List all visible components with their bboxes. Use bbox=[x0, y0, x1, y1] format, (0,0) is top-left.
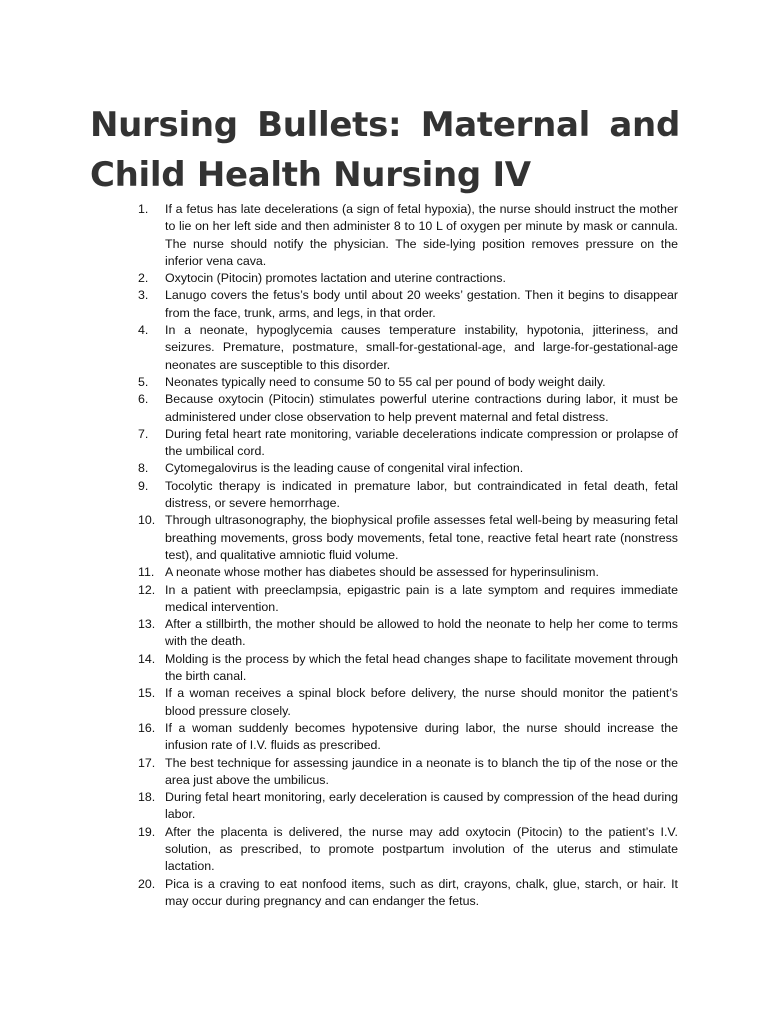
bullet-number: 9. bbox=[138, 478, 149, 493]
bullet-number: 6. bbox=[138, 392, 149, 407]
list-item bbox=[138, 201, 678, 270]
list-item bbox=[138, 720, 678, 755]
bullet-number: 10. bbox=[138, 513, 156, 528]
bullet-number: 5. bbox=[138, 374, 149, 389]
list-item bbox=[138, 824, 678, 876]
list-item bbox=[138, 478, 678, 513]
bullet-number: 17. bbox=[138, 755, 156, 770]
list-item bbox=[138, 564, 678, 581]
bullet-number: 15. bbox=[138, 686, 156, 701]
list-item bbox=[138, 755, 678, 790]
page-title: Nursing Bullets: Maternal and Child Health Nursing IV bbox=[90, 105, 680, 195]
list-item bbox=[138, 512, 678, 564]
list-item bbox=[138, 651, 678, 686]
bullet-text: During fetal heart rate monitoring, variable decelerations indicate compression or prolapse of the umbilical cord. bbox=[165, 426, 678, 459]
bullet-text: Pica is a craving to eat nonfood items, such as dirt, crayons, chalk, glue, starch, or hair. It may occur during pregnancy and can endanger the fetus. bbox=[165, 876, 678, 908]
list-item bbox=[138, 616, 678, 651]
bullet-text: Tocolytic therapy is indicated in premature labor, but contraindicated in fetal death, fetal distress, or severe hemorrhage. bbox=[165, 478, 678, 511]
bullet-number: 2. bbox=[138, 271, 149, 286]
bullet-text: After the placenta is delivered, the nurse may add oxytocin (Pitocin) to the patient’s I.V. solution, as prescribed, to promote postpartum involution of the uterus and stimulate lactation. bbox=[165, 824, 678, 874]
bullet-number: 1. bbox=[138, 202, 149, 216]
bullet-text: Molding is the process by which the fetal head changes shape to facilitate movement through the birth canal. bbox=[165, 651, 678, 684]
list-item bbox=[138, 391, 678, 426]
list-item bbox=[138, 460, 678, 477]
bullet-text: The best technique for assessing jaundice in a neonate is to blanch the tip of the nose or the area just above the umbilicus. bbox=[165, 755, 678, 787]
bullet-text: Oxytocin (Pitocin) promotes lactation and uterine contractions. bbox=[165, 271, 506, 286]
list-item bbox=[138, 582, 678, 617]
bullet-number: 19. bbox=[138, 824, 156, 839]
list-item bbox=[138, 374, 678, 391]
bullet-text: In a neonate, hypoglycemia causes temperature instability, hypotonia, jitteriness, and seizures. Premature, postmature, small-for-gestational-age, and large-for-gestational-age neonates are susceptible to this disorder. bbox=[165, 323, 678, 372]
bullet-number: 12. bbox=[138, 582, 156, 597]
bullet-text: Cytomegalovirus is the leading cause of congenital viral infection. bbox=[165, 461, 524, 476]
list-item bbox=[138, 685, 678, 720]
list-item bbox=[138, 287, 678, 322]
bullet-text: If a woman receives a spinal block before delivery, the nurse should monitor the patient’s blood pressure closely. bbox=[165, 686, 678, 718]
bullet-number: 16. bbox=[138, 720, 156, 735]
bullet-number: 13. bbox=[138, 617, 156, 632]
bullet-text: During fetal heart monitoring, early deceleration is caused by compression of the head during labor. bbox=[165, 790, 678, 822]
bullet-text: If a fetus has late decelerations (a sign of fetal hypoxia), the nurse should instruct the mother to lie on her left side and then administer 8 to 10 L of oxygen per minute by mask or cannula. The nurse should notify the physician. The side-lying position removes pressure on the inferior vena cava. bbox=[165, 202, 678, 268]
list-item bbox=[138, 322, 678, 374]
list-item bbox=[138, 876, 678, 911]
bullet-number: 8. bbox=[138, 461, 149, 476]
bullet-number: 7. bbox=[138, 426, 149, 441]
bullet-text: In a patient with preeclampsia, epigastric pain is a late symptom and requires immediate medical intervention. bbox=[165, 582, 678, 614]
bullet-text: Through ultrasonography, the biophysical profile assesses fetal well-being by measuring fetal breathing movements, gross body movements, fetal tone, reactive fetal heart rate (nonstress test), and qualitative amniotic fluid volume. bbox=[165, 513, 678, 562]
list-item bbox=[138, 789, 678, 824]
bullet-number: 20. bbox=[138, 876, 156, 891]
bullet-number: 4. bbox=[138, 323, 149, 338]
list-item bbox=[138, 270, 678, 287]
bullet-number: 3. bbox=[138, 288, 149, 303]
bullet-text: Because oxytocin (Pitocin) stimulates powerful uterine contractions during labor, it must be administered under close observation to help prevent maternal and fetal distress. bbox=[165, 392, 678, 424]
bullet-list bbox=[138, 201, 678, 910]
bullet-text: Lanugo covers the fetus’s body until about 20 weeks’ gestation. Then it begins to disappear from the face, trunk, arms, and legs, in that order. bbox=[165, 288, 678, 320]
bullet-text: A neonate whose mother has diabetes should be assessed for hyperinsulinism. bbox=[165, 565, 599, 580]
bullet-text: After a stillbirth, the mother should be allowed to hold the neonate to help her come to terms with the death. bbox=[165, 617, 678, 649]
bullet-number: 11. bbox=[138, 565, 155, 580]
bullet-number: 18. bbox=[138, 790, 156, 805]
bullet-number: 14. bbox=[138, 651, 156, 666]
bullet-text: If a woman suddenly becomes hypotensive during labor, the nurse should increase the infusion rate of I.V. fluids as prescribed. bbox=[165, 720, 678, 753]
list-item bbox=[138, 426, 678, 461]
bullet-text: Neonates typically need to consume 50 to 55 cal per pound of body weight daily. bbox=[165, 374, 606, 389]
